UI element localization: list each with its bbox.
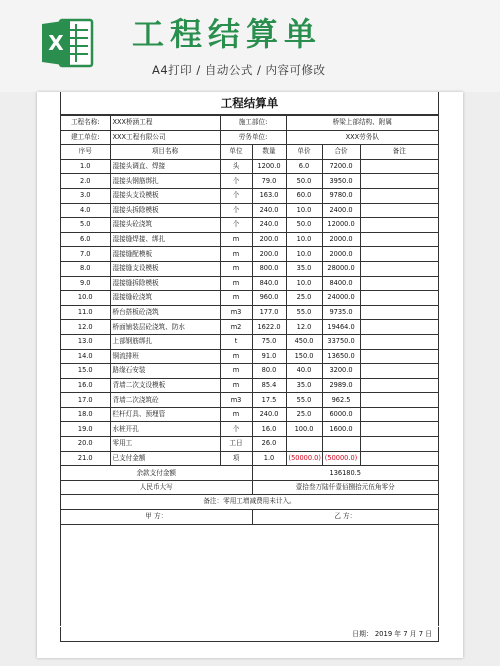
settlement-sheet bbox=[60, 92, 439, 626]
table-cell: 10.0 bbox=[286, 276, 322, 291]
table-cell bbox=[360, 349, 438, 364]
party-b-label: 乙 方： bbox=[252, 510, 438, 525]
table-row bbox=[61, 451, 438, 466]
table-cell: 湿接缝砼浇筑 bbox=[110, 291, 220, 306]
table-cell: 湿接缝支设模板 bbox=[110, 261, 220, 276]
table-cell: 3200.0 bbox=[322, 364, 360, 379]
table-cell: 6.0 bbox=[61, 232, 110, 247]
table-cell: 桥面铺装层砼浇筑、防水 bbox=[110, 320, 220, 335]
table-cell bbox=[360, 378, 438, 393]
table-cell: 19464.0 bbox=[322, 320, 360, 335]
table-cell: (50000.0) bbox=[286, 451, 322, 466]
table-cell: m bbox=[220, 261, 252, 276]
table-cell: 91.0 bbox=[252, 349, 286, 364]
table-cell: 5.0 bbox=[61, 218, 110, 233]
table-cell: 湿接缝焊接、绑扎 bbox=[110, 232, 220, 247]
table-row bbox=[61, 159, 438, 174]
table-cell: 177.0 bbox=[252, 305, 286, 320]
table-cell: 25.0 bbox=[286, 407, 322, 422]
table-cell: 163.0 bbox=[252, 188, 286, 203]
table-cell: 50.0 bbox=[286, 218, 322, 233]
table-row bbox=[61, 247, 438, 262]
table-cell: 200.0 bbox=[252, 232, 286, 247]
balance-row bbox=[61, 466, 438, 481]
build-unit-label: 建工单位: bbox=[61, 130, 110, 145]
table-row bbox=[61, 393, 438, 408]
table-cell: 20.0 bbox=[61, 437, 110, 452]
table-cell: 150.0 bbox=[286, 349, 322, 364]
table-cell: 240.0 bbox=[252, 203, 286, 218]
table-cell: 17.0 bbox=[61, 393, 110, 408]
table-cell: 10.0 bbox=[286, 232, 322, 247]
table-cell: (50000.0) bbox=[322, 451, 360, 466]
labor-unit-value: XXX劳务队 bbox=[286, 130, 438, 145]
table-cell: 962.5 bbox=[322, 393, 360, 408]
table-cell: 1600.0 bbox=[322, 422, 360, 437]
table-cell: 24000.0 bbox=[322, 291, 360, 306]
table-cell: 8400.0 bbox=[322, 276, 360, 291]
signature-row bbox=[61, 510, 438, 525]
settlement-table bbox=[61, 115, 438, 525]
table-cell: 头 bbox=[220, 159, 252, 174]
table-cell: 栏杆灯具、预埋管 bbox=[110, 407, 220, 422]
table-cell: 15.0 bbox=[61, 364, 110, 379]
table-cell: m bbox=[220, 364, 252, 379]
table-cell bbox=[360, 334, 438, 349]
column-header: 数量 bbox=[252, 145, 286, 160]
table-cell: 450.0 bbox=[286, 334, 322, 349]
table-row bbox=[61, 422, 438, 437]
table-cell: 2989.0 bbox=[322, 378, 360, 393]
column-header: 单位 bbox=[220, 145, 252, 160]
table-cell: 10.0 bbox=[286, 203, 322, 218]
table-cell: m bbox=[220, 232, 252, 247]
table-cell: 960.0 bbox=[252, 291, 286, 306]
table-cell bbox=[360, 320, 438, 335]
table-cell: 60.0 bbox=[286, 188, 322, 203]
balance-label: 余款支付金额 bbox=[61, 466, 252, 481]
table-cell bbox=[360, 276, 438, 291]
table-cell: 21.0 bbox=[61, 451, 110, 466]
table-cell: 16.0 bbox=[252, 422, 286, 437]
table-row bbox=[61, 334, 438, 349]
site-label: 施工部位: bbox=[220, 116, 286, 131]
column-header: 单价 bbox=[286, 145, 322, 160]
table-cell: m2 bbox=[220, 320, 252, 335]
table-cell: 7.0 bbox=[61, 247, 110, 262]
table-cell: 85.4 bbox=[252, 378, 286, 393]
table-cell bbox=[360, 437, 438, 452]
table-cell: 湿接头钢筋绑扎 bbox=[110, 174, 220, 189]
table-cell: 3950.0 bbox=[322, 174, 360, 189]
table-cell: 7200.0 bbox=[322, 159, 360, 174]
table-row bbox=[61, 232, 438, 247]
table-cell: 湿接头调直、焊接 bbox=[110, 159, 220, 174]
table-cell: 2400.0 bbox=[322, 203, 360, 218]
table-cell: 1622.0 bbox=[252, 320, 286, 335]
excel-icon bbox=[38, 14, 96, 72]
table-cell: m bbox=[220, 247, 252, 262]
column-header: 备注 bbox=[360, 145, 438, 160]
table-row bbox=[61, 378, 438, 393]
rmb-value: 壹拾叁万陆仟壹佰捌拾元伍角零分 bbox=[252, 480, 438, 495]
table-cell: 个 bbox=[220, 203, 252, 218]
project-name-value: XXX桥涵工程 bbox=[110, 116, 220, 131]
table-cell bbox=[360, 261, 438, 276]
table-cell: 4.0 bbox=[61, 203, 110, 218]
table-cell: 1.0 bbox=[252, 451, 286, 466]
banner-title: 工程结算单 bbox=[132, 15, 323, 53]
table-cell: 75.0 bbox=[252, 334, 286, 349]
table-row bbox=[61, 407, 438, 422]
rmb-label: 人民币大写 bbox=[61, 480, 252, 495]
site-value: 桥梁上部结构、附属 bbox=[286, 116, 438, 131]
table-cell: 8.0 bbox=[61, 261, 110, 276]
table-cell: 35.0 bbox=[286, 261, 322, 276]
table-cell: 9780.0 bbox=[322, 188, 360, 203]
table-cell: 背墙二次浇筑砼 bbox=[110, 393, 220, 408]
table-cell: 240.0 bbox=[252, 218, 286, 233]
table-cell: 2000.0 bbox=[322, 247, 360, 262]
table-cell: 9735.0 bbox=[322, 305, 360, 320]
table-row bbox=[61, 291, 438, 306]
table-cell: 200.0 bbox=[252, 247, 286, 262]
table-cell: 800.0 bbox=[252, 261, 286, 276]
table-cell: m3 bbox=[220, 393, 252, 408]
table-cell: 个 bbox=[220, 174, 252, 189]
table-cell bbox=[286, 437, 322, 452]
table-row bbox=[61, 305, 438, 320]
table-cell: 湿接头砼浇筑 bbox=[110, 218, 220, 233]
table-cell: 13.0 bbox=[61, 334, 110, 349]
labor-unit-label: 劳务单位: bbox=[220, 130, 286, 145]
table-cell: 10.0 bbox=[286, 247, 322, 262]
table-cell: 40.0 bbox=[286, 364, 322, 379]
rmb-row bbox=[61, 480, 438, 495]
table-cell bbox=[360, 174, 438, 189]
table-cell bbox=[360, 232, 438, 247]
table-cell: 17.5 bbox=[252, 393, 286, 408]
table-cell: m bbox=[220, 378, 252, 393]
table-cell: 湿接头支设模板 bbox=[110, 188, 220, 203]
table-cell: 12000.0 bbox=[322, 218, 360, 233]
column-header-row bbox=[61, 145, 438, 160]
document-page bbox=[37, 92, 463, 658]
table-cell bbox=[360, 291, 438, 306]
project-name-label: 工程名称: bbox=[61, 116, 110, 131]
table-cell: 26.0 bbox=[252, 437, 286, 452]
table-cell: 12.0 bbox=[286, 320, 322, 335]
table-cell: m bbox=[220, 407, 252, 422]
table-row bbox=[61, 174, 438, 189]
table-cell: t bbox=[220, 334, 252, 349]
table-cell bbox=[360, 247, 438, 262]
table-cell: 6.0 bbox=[286, 159, 322, 174]
table-cell: 湿接缝拆除模板 bbox=[110, 276, 220, 291]
table-cell bbox=[360, 159, 438, 174]
table-row bbox=[61, 188, 438, 203]
table-cell: 3.0 bbox=[61, 188, 110, 203]
table-cell: 79.0 bbox=[252, 174, 286, 189]
table-cell: 湿接头拆除模板 bbox=[110, 203, 220, 218]
table-cell: 16.0 bbox=[61, 378, 110, 393]
table-cell: 13650.0 bbox=[322, 349, 360, 364]
table-cell bbox=[360, 407, 438, 422]
table-row bbox=[61, 203, 438, 218]
table-cell: 12.0 bbox=[61, 320, 110, 335]
table-cell: 路缘石安装 bbox=[110, 364, 220, 379]
table-cell: 个 bbox=[220, 218, 252, 233]
table-cell: 上部钢筋绑扎 bbox=[110, 334, 220, 349]
table-cell: 个 bbox=[220, 422, 252, 437]
table-cell: 240.0 bbox=[252, 407, 286, 422]
date-text: 日期： 2019 年 7 月 7 日 bbox=[352, 630, 432, 638]
table-cell: 背墙二次支设模板 bbox=[110, 378, 220, 393]
table-cell: 2.0 bbox=[61, 174, 110, 189]
table-row bbox=[61, 320, 438, 335]
table-row bbox=[61, 218, 438, 233]
column-header: 合价 bbox=[322, 145, 360, 160]
project-info-row bbox=[61, 116, 438, 131]
table-row bbox=[61, 437, 438, 452]
table-cell: 50.0 bbox=[286, 174, 322, 189]
table-cell: m3 bbox=[220, 305, 252, 320]
table-row bbox=[61, 364, 438, 379]
unit-info-row bbox=[61, 130, 438, 145]
table-cell bbox=[360, 203, 438, 218]
table-cell: m bbox=[220, 276, 252, 291]
table-cell: 11.0 bbox=[61, 305, 110, 320]
table-cell: 9.0 bbox=[61, 276, 110, 291]
table-cell: 28000.0 bbox=[322, 261, 360, 276]
table-cell: 个 bbox=[220, 188, 252, 203]
table-cell: 项 bbox=[220, 451, 252, 466]
table-cell: 14.0 bbox=[61, 349, 110, 364]
table-cell bbox=[360, 422, 438, 437]
table-cell bbox=[322, 437, 360, 452]
table-cell bbox=[360, 305, 438, 320]
column-header: 项目名称 bbox=[110, 145, 220, 160]
table-cell: 湿接缝配模板 bbox=[110, 247, 220, 262]
table-cell: 6000.0 bbox=[322, 407, 360, 422]
note-text: 备注：零用工增减费用未计入。 bbox=[61, 495, 438, 510]
table-cell: 55.0 bbox=[286, 305, 322, 320]
party-a-label: 甲 方： bbox=[61, 510, 252, 525]
table-cell: 25.0 bbox=[286, 291, 322, 306]
table-cell bbox=[360, 451, 438, 466]
table-cell: 1.0 bbox=[61, 159, 110, 174]
table-cell: m bbox=[220, 291, 252, 306]
table-cell bbox=[360, 364, 438, 379]
balance-value: 136180.5 bbox=[252, 466, 438, 481]
table-cell: 已支付金额 bbox=[110, 451, 220, 466]
svg-text:X: X bbox=[48, 31, 64, 55]
table-cell: 840.0 bbox=[252, 276, 286, 291]
table-cell: 18.0 bbox=[61, 407, 110, 422]
build-unit-value: XXX工程有限公司 bbox=[110, 130, 220, 145]
table-cell: 零用工 bbox=[110, 437, 220, 452]
table-cell: 工日 bbox=[220, 437, 252, 452]
banner-subtitle: A4打印 / 自动公式 / 内容可修改 bbox=[152, 63, 326, 77]
banner bbox=[0, 0, 500, 92]
sheet-title: 工程结算单 bbox=[61, 92, 438, 115]
table-cell: 桥台搭板砼浇筑 bbox=[110, 305, 220, 320]
table-cell: 10.0 bbox=[61, 291, 110, 306]
table-cell: 2000.0 bbox=[322, 232, 360, 247]
table-cell: 33750.0 bbox=[322, 334, 360, 349]
table-cell: 55.0 bbox=[286, 393, 322, 408]
table-cell: 19.0 bbox=[61, 422, 110, 437]
table-cell: 1200.0 bbox=[252, 159, 286, 174]
table-cell: 100.0 bbox=[286, 422, 322, 437]
table-cell: 铜流排班 bbox=[110, 349, 220, 364]
table-cell bbox=[360, 218, 438, 233]
table-cell: 80.0 bbox=[252, 364, 286, 379]
table-cell bbox=[360, 188, 438, 203]
table-row bbox=[61, 261, 438, 276]
table-cell bbox=[360, 393, 438, 408]
note-row bbox=[61, 495, 438, 510]
table-row bbox=[61, 349, 438, 364]
column-header: 序号 bbox=[61, 145, 110, 160]
table-row bbox=[61, 276, 438, 291]
date-line bbox=[60, 627, 439, 642]
table-cell: m bbox=[220, 349, 252, 364]
table-cell: 35.0 bbox=[286, 378, 322, 393]
table-cell: 水桩开孔 bbox=[110, 422, 220, 437]
